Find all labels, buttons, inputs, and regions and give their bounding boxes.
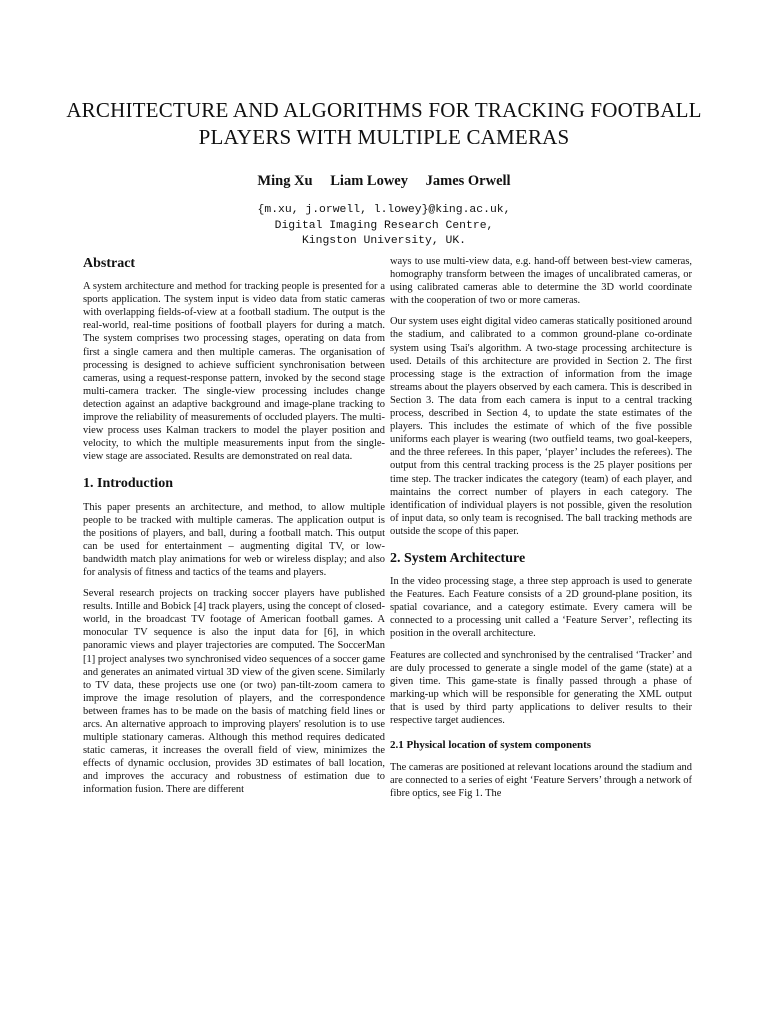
physical-location-subheading: 2.1 Physical location of system components	[390, 739, 592, 752]
architecture-paragraph-1: In the video processing stage, a three step approach is used to generate the Features. Each Feature consists of a 2D ground-plane position, its spatial covariance, and a category estimate. Every camera will be connected to a processing unit called a ‘Feature Server’, reflecting its position in the overall architecture.	[390, 576, 692, 640]
left-column	[83, 257, 385, 805]
right-column	[390, 255, 692, 808]
author-name: James Orwell	[425, 173, 511, 189]
introduction-paragraph-4: Our system uses eight digital video cameras statically positioned around the stadium, and calibrated to a common ground-plane co-ordinate system using Tsai's algorithm. A two-stage processing architecture is used. Details of this architecture are provided in Section 2. The first processing stage is the extraction of information from the image streams about the players observed by each camera. This is described in Section 3. The data from each camera is input to a central tracking process, described in Section 4, to update the state estimates of the players. This includes the estimate of which of the five possible uniforms each player is wearing (two outfield teams, two goal-keepers, and the three referees. In this paper, ‘player’ includes the referees). The output from this central tracking process is the 25 player positions per time step. The tracker indicates the category (team) of each player, and maintains the correct number of players in each category. The identification of individual players is not possible, given the resolution of input data, so only team is recognised. The ball tracking methods are outside the scope of this paper.	[390, 316, 692, 537]
architecture-paragraph-3: The cameras are positioned at relevant locations around the stadium and are connected to a series of eight ‘Feature Servers’ through a network of fibre optics, see Fig 1. The	[390, 762, 692, 800]
affiliation-university: Kingston University, UK.	[301, 235, 467, 248]
architecture-heading: 2. System Architecture	[390, 550, 526, 566]
paper-title: ARCHITECTURE AND ALGORITHMS FOR TRACKING FOOTBALL PLAYERS WITH MULTIPLE CAMERAS	[66, 98, 702, 149]
author-name: Liam Lowey	[330, 173, 408, 189]
author-name: Ming Xu	[257, 173, 313, 189]
abstract-text: A system architecture and method for tracking people is presented for a sports application. The system input is video data from static cameras with overlapping fields-of-view at a football stadium. The output is the real-world, real-time positions of football players for during a match. The system comprises two processing stages, operating on data from first a single camera and then multiple cameras. The organisation of processing is designed to achieve sufficient synchronisation between cameras, using a request-response pattern, invoked by the second stage multi-camera tracker. The single-view processing includes change detection against an adaptive background and image-plane tracking to improve the reliability of measurements of occluded players. The multi-view process uses Kalman trackers to model the player position and velocity, to which the multiple measurements input from the single-view stage are associated. Results are demonstrated on real data.	[83, 281, 385, 463]
introduction-paragraph-1: This paper presents an architecture, and method, to allow multiple people to be tracked with multiple cameras. The application output is the positions of players, and ball, during a football match. This output can be used for entertainment – augmenting digital TV, or low-bandwidth match play animations for web or wireless display; and also for analysis of fitness and tactics of the teams and players.	[83, 501, 385, 578]
author-affiliation	[100, 203, 668, 250]
introduction-heading: 1. Introduction	[83, 476, 173, 492]
architecture-paragraph-2: Features are collected and synchronised by the centralised ‘Tracker’ and are duly processed to generate a single model of the game (state) at a given time. This game-state is finally passed through a phase of marking-up which will be responsible for generating the XML output that is used by third party applications to deliver results to their respective target audiences.	[390, 649, 692, 726]
introduction-paragraph-3: ways to use multi-view data, e.g. hand-off between best-view cameras, homography transform between the images of uncalibrated cameras, or using calibrated cameras able to determine the 3D world coordinate with the cooperation of two or more cameras.	[390, 256, 692, 307]
author-emails: {m.xu, j.orwell, l.lowey}@king.ac.uk,	[257, 204, 511, 216]
introduction-paragraph-2: Several research projects on tracking soccer players have published results. Intille and Bobick [4] track players, using the concept of closed-world, in the broadcast TV footage of American football games. A monocular TV sequence is also the input data for [6], in which panoramic views and player trajectories are computed. The SoccerMan [1] project analyses two synchronised video sequences of a soccer game and generates an animated virtual 3D view of the given scene. Similarly to TV data, these projects use one (or two) pan-tilt-zoom camera to improve the image resolution of players, and the correspondence between frames has to be made on the basis of matching field lines or arcs. An alternative approach to improving players' resolution is to use multiple stationary cameras. Although this method requires dedicated static cameras, it increases the overall field of view, minimizes the effects of dynamic occlusion, provides 3D estimates of ball location, and improves the accuracy and robustness of estimation due to information fusion. There are different	[83, 588, 385, 796]
affiliation-centre: Digital Imaging Research Centre,	[274, 219, 494, 232]
abstract-heading: Abstract	[83, 256, 136, 271]
author-list	[60, 173, 708, 190]
